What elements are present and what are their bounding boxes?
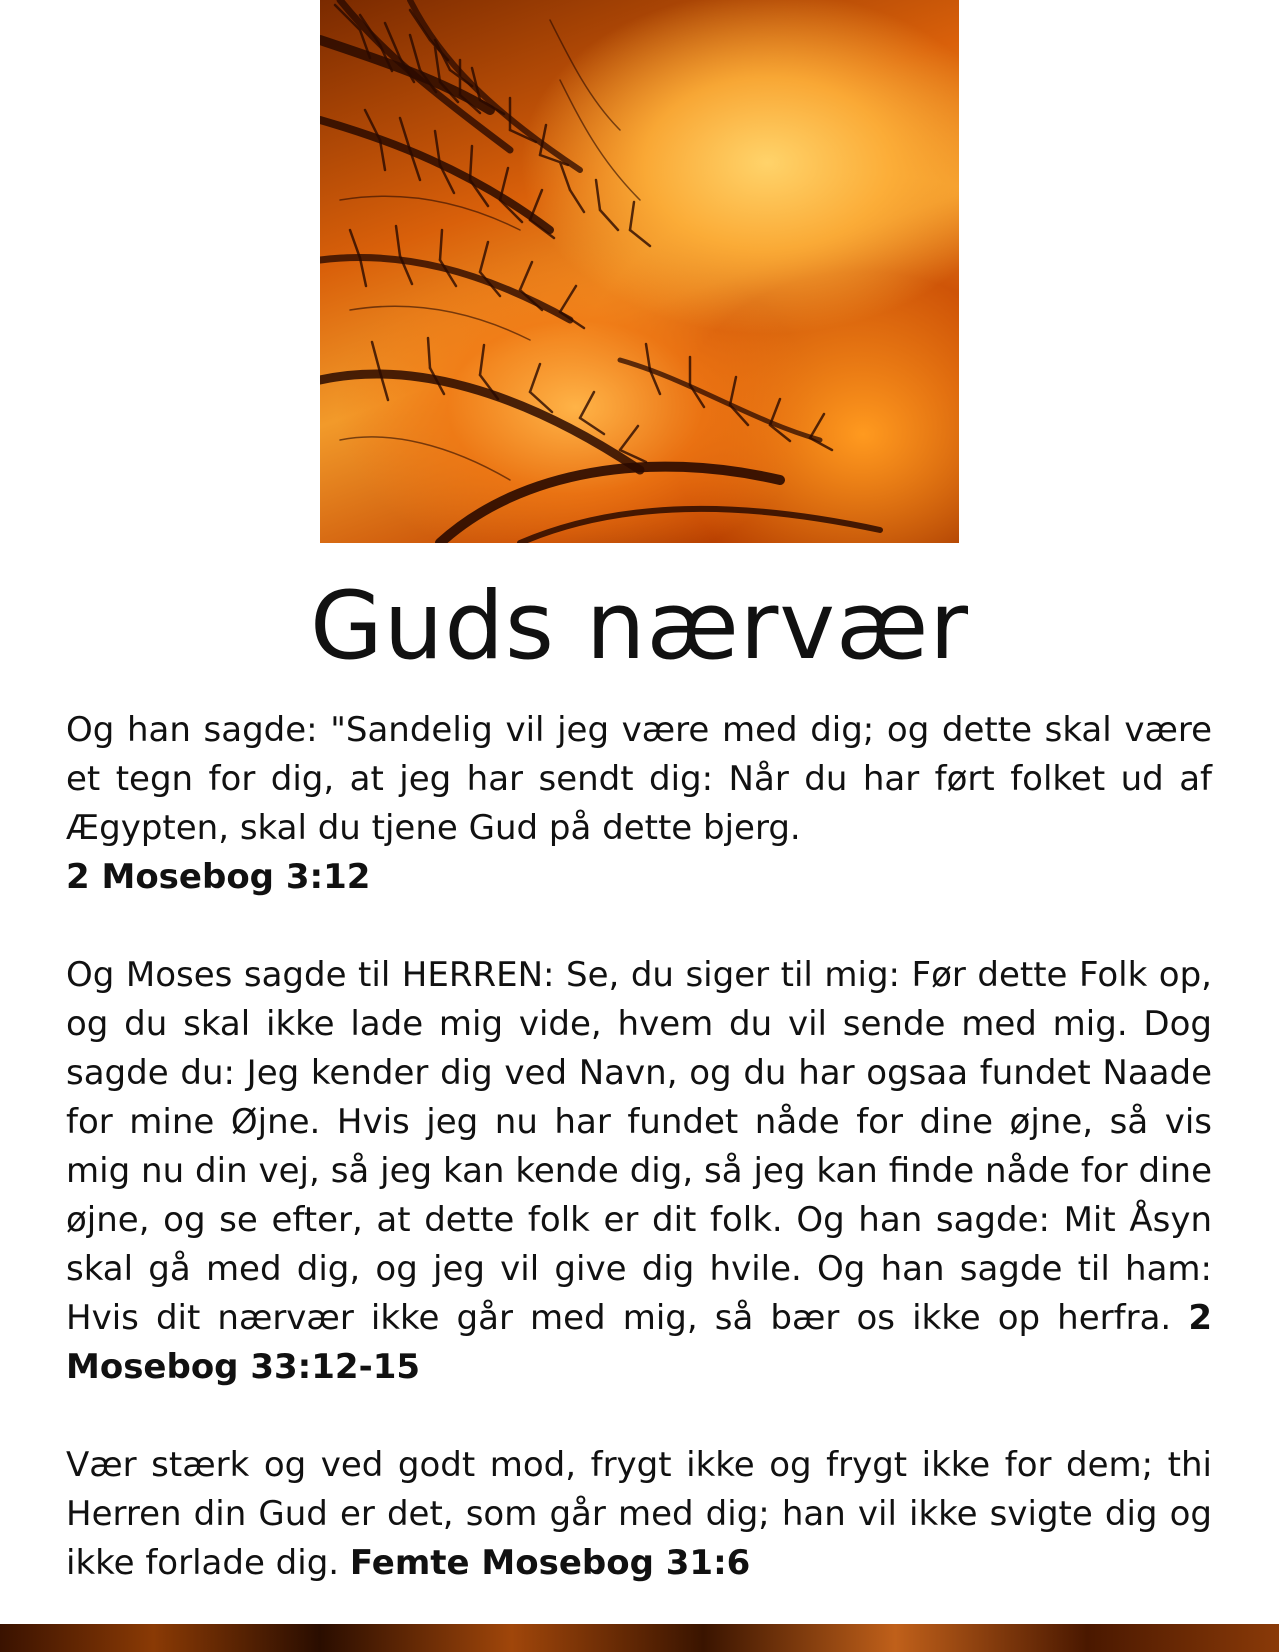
passage-text: Vær stærk og ved godt mod, frygt ikke og frygt ikke for dem; thi Herren din Gud er det, som går med dig; han vil ikke svigte dig og ikke forlade dig. xyxy=(66,1445,1212,1583)
passage-reference: 2 Mosebog 3:12 xyxy=(66,857,371,897)
passage-reference: Femte Mosebog 31:6 xyxy=(349,1543,751,1583)
burning-bush-image xyxy=(320,0,959,543)
scripture-passages xyxy=(66,706,1212,1637)
passage-2 xyxy=(66,951,1212,1392)
fire-image-strip xyxy=(0,1624,1279,1652)
passage-3 xyxy=(66,1441,1212,1588)
passage-reference: 2 Mosebog 33:12-15 xyxy=(66,1298,1213,1387)
passage-text: Og Moses sagde til HERREN: Se, du siger til mig: Før dette Folk op, og du skal ikke lade mig vide, hvem du vil sende med mig. Dog sagde du: Jeg kender dig ved Navn, og du har ogsaa fundet Naade for mine Øjne. Hvis jeg nu har fundet nåde for dine øjne, så vis mig nu din vej, så jeg kan kende dig, så jeg kan finde nåde for dine øjne, og se efter, at dette folk er dit folk. Og han sagde: Mit Åsyn skal gå med dig, og jeg vil give dig hvile. Og han sagde til ham: Hvis dit nærvær ikke går med mig, så bær os ikke op herfra. xyxy=(66,955,1212,1338)
passage-text: Og han sagde: "Sandelig vil jeg være med dig; og dette skal være et tegn for dig, at jeg har sendt dig: Når du har ført folket ud af Ægypten, skal du tjene Gud på dette bjerg. xyxy=(66,710,1212,848)
page-title: Guds nærvær xyxy=(309,572,970,681)
tree-silhouette-icon xyxy=(320,0,959,543)
passage-1 xyxy=(66,706,1212,902)
